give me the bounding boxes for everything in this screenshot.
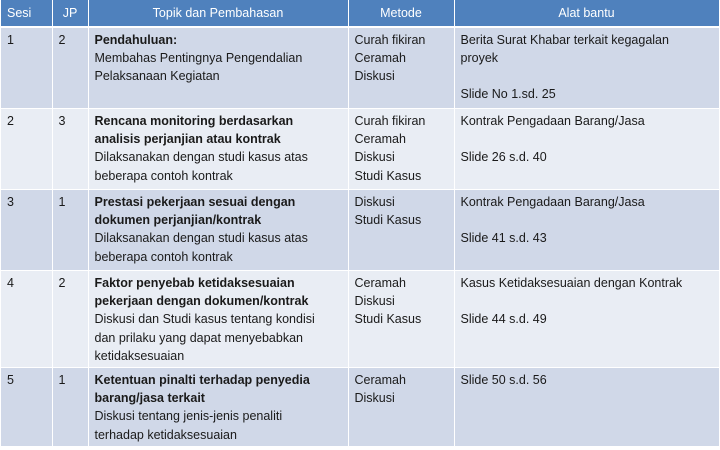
- cell-metode: [348, 109, 454, 190]
- topik-title-line: Ketentuan pinalti terhadap penyedia: [94, 373, 310, 388]
- cell-sesi: 2: [1, 109, 52, 190]
- topik-desc-line: ketidaksesuaian: [94, 348, 185, 363]
- metode-item: Studi Kasus: [354, 213, 422, 228]
- cell-metode: [348, 368, 454, 447]
- topik-desc-line: Diskusi dan Studi kasus tentang kondisi: [94, 312, 315, 327]
- cell-sesi: 5: [1, 368, 52, 447]
- metode-item: Diskusi: [354, 150, 395, 165]
- cell-sesi: 3: [1, 190, 52, 271]
- spacer: [461, 67, 713, 85]
- topik-title-line: Pendahuluan:: [94, 33, 178, 47]
- topik-title-line: analisis perjanjian atau kontrak: [94, 132, 281, 147]
- cell-jp: 2: [52, 27, 88, 109]
- alat-bantu-slide: Slide 50 s.d. 56: [460, 373, 547, 388]
- cell-sesi: 1: [1, 27, 52, 109]
- topik-title-line: Rencana monitoring berdasarkan: [94, 114, 294, 128]
- cell-metode: [348, 271, 454, 368]
- topik-desc-line: beberapa contoh kontrak: [94, 168, 233, 183]
- cell-alat-bantu: [454, 368, 719, 447]
- table-row: [1, 271, 719, 368]
- cell-metode: [348, 190, 454, 271]
- cell-jp: 2: [52, 271, 88, 368]
- cell-metode: [348, 27, 454, 109]
- metode-item: Diskusi: [354, 294, 395, 309]
- topik-title-line: Prestasi pekerjaan sesuai dengan: [94, 195, 296, 209]
- topik-title-line: pekerjaan dengan dokumen/kontrak: [94, 294, 309, 309]
- alat-bantu-slide: Slide 41 s.d. 43: [460, 231, 547, 246]
- spacer: [461, 211, 713, 229]
- header-alat-bantu: Alat bantu: [454, 0, 719, 27]
- topik-title-line: dokumen perjanjian/kontrak: [94, 213, 262, 228]
- cell-topik: [88, 27, 348, 109]
- metode-item: Studi Kasus: [354, 312, 422, 327]
- session-table: [1, 0, 720, 447]
- metode-item: Curah fikiran: [354, 33, 426, 47]
- alat-bantu-item: Kasus Ketidaksesuaian dengan Kontrak: [460, 276, 683, 290]
- header-metode: Metode: [348, 0, 454, 27]
- table-row: [1, 109, 719, 190]
- topik-title-line: barang/jasa terkait: [94, 391, 205, 406]
- topik-title-line: Faktor penyebab ketidaksesuaian: [94, 276, 295, 290]
- cell-topik: [88, 368, 348, 447]
- topik-desc-line: dan prilaku yang dapat menyebabkan: [94, 330, 303, 345]
- metode-item: Diskusi: [354, 195, 395, 209]
- cell-alat-bantu: [454, 109, 719, 190]
- cell-alat-bantu: [454, 190, 719, 271]
- topik-desc-line: Membahas Pentingnya Pengendalian: [94, 51, 303, 66]
- topik-desc-line: Pelaksanaan Kegiatan: [94, 69, 220, 84]
- cell-jp: 1: [52, 190, 88, 271]
- metode-item: Diskusi: [354, 391, 395, 406]
- spacer: [461, 292, 713, 310]
- alat-bantu-item: Berita Surat Khabar terkait kegagalan: [460, 33, 669, 47]
- metode-item: Ceramah: [354, 373, 406, 388]
- table-row: [1, 27, 719, 109]
- alat-bantu-item: Kontrak Pengadaan Barang/Jasa: [460, 195, 645, 209]
- alat-bantu-item: proyek: [460, 51, 499, 66]
- topik-desc-line: Dilaksanakan dengan studi kasus atas: [94, 150, 308, 165]
- alat-bantu-slide: Slide No 1.sd. 25: [460, 87, 556, 102]
- cell-alat-bantu: [454, 271, 719, 368]
- metode-item: Ceramah: [354, 132, 406, 147]
- topik-desc-line: beberapa contoh kontrak: [94, 249, 233, 264]
- header-jp: JP: [52, 0, 88, 27]
- cell-sesi: 4: [1, 271, 52, 368]
- metode-item: Studi Kasus: [354, 168, 422, 183]
- cell-topik: [88, 271, 348, 368]
- topik-desc-line: terhadap ketidaksesuaian: [94, 427, 237, 442]
- cell-jp: 3: [52, 109, 88, 190]
- cell-jp: 1: [52, 368, 88, 447]
- header-sesi: Sesi: [1, 0, 52, 27]
- metode-item: Ceramah: [354, 51, 406, 66]
- cell-alat-bantu: [454, 27, 719, 109]
- alat-bantu-slide: Slide 26 s.d. 40: [460, 150, 547, 165]
- header-topik: Topik dan Pembahasan: [88, 0, 348, 27]
- metode-item: Diskusi: [354, 69, 395, 84]
- metode-item: Ceramah: [354, 276, 406, 290]
- table-header-row: [1, 0, 719, 27]
- topik-desc-line: Dilaksanakan dengan studi kasus atas: [94, 231, 308, 246]
- table-row: [1, 190, 719, 271]
- alat-bantu-slide: Slide 44 s.d. 49: [460, 312, 547, 327]
- metode-item: Curah fikiran: [354, 114, 426, 128]
- topik-desc-line: Diskusi tentang jenis-jenis penaliti: [94, 409, 283, 424]
- spacer: [461, 130, 713, 148]
- alat-bantu-item: Kontrak Pengadaan Barang/Jasa: [460, 114, 645, 128]
- cell-topik: [88, 190, 348, 271]
- table-row: [1, 368, 719, 447]
- cell-topik: [88, 109, 348, 190]
